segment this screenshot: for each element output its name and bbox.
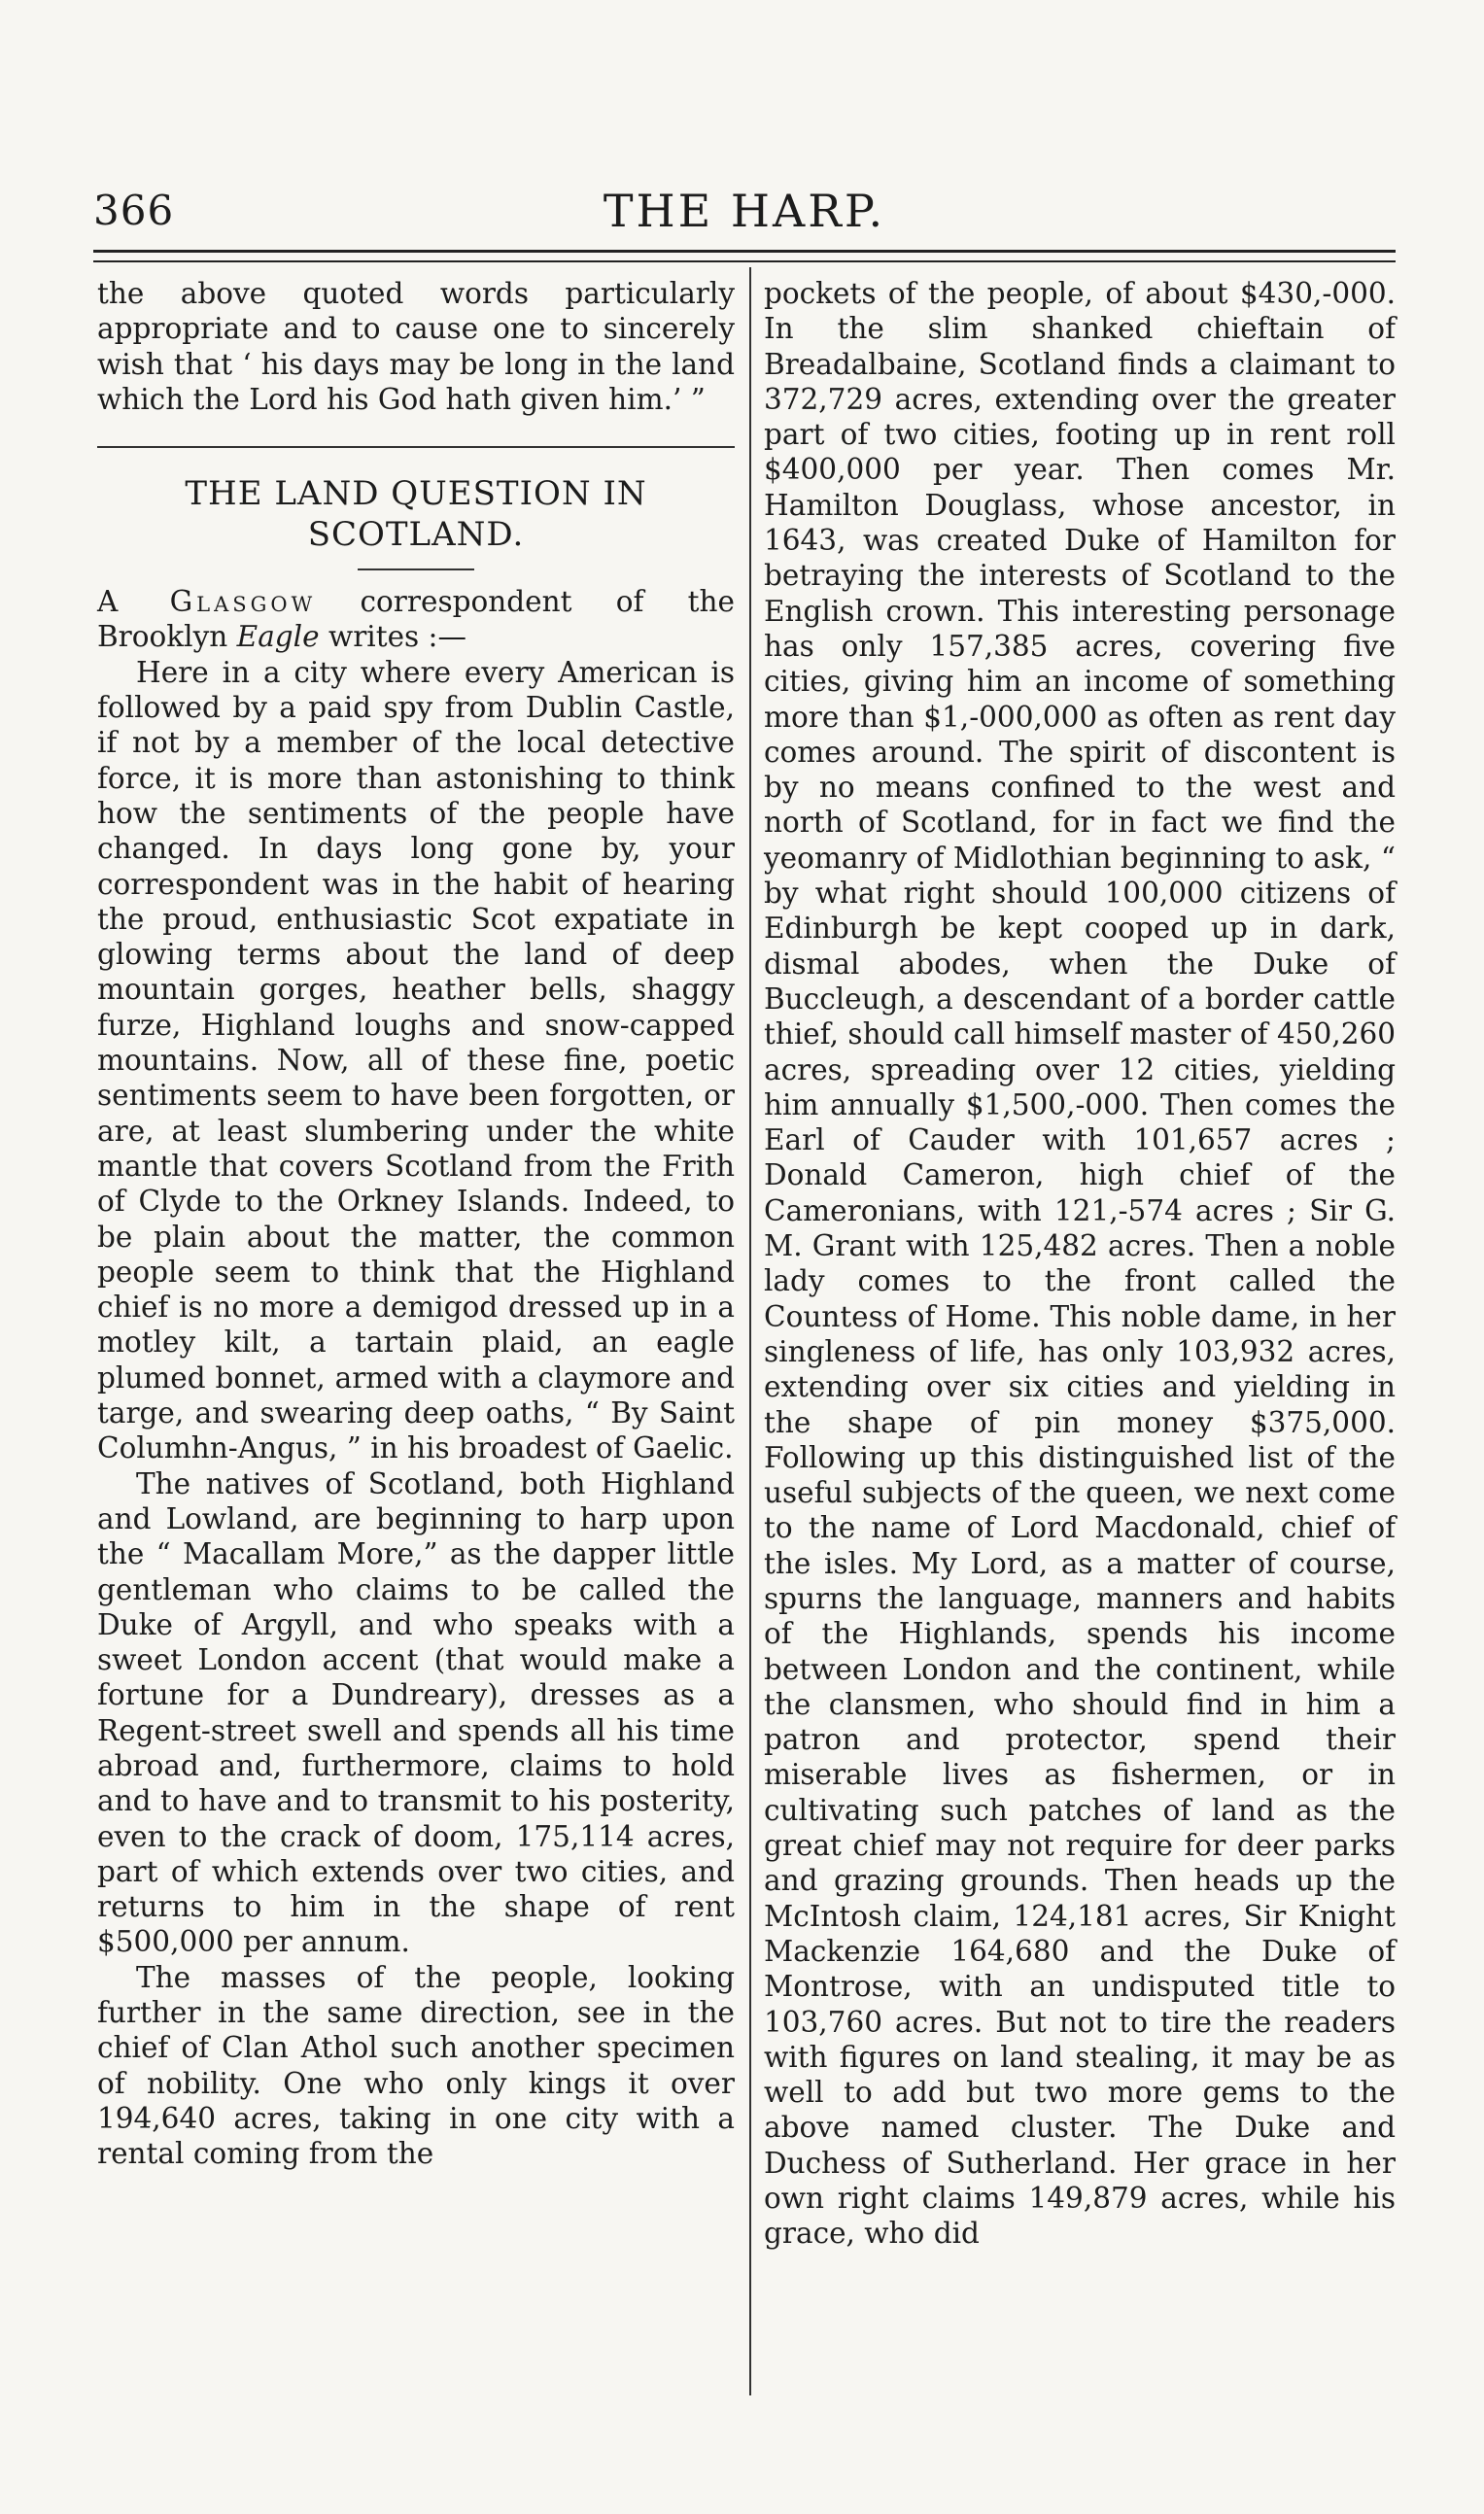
intro-text: correspondent of the Brooklyn — [97, 585, 735, 654]
paragraph-2: The natives of Scotland, both Highland and Lowland, are beginning to harp upon the “ Macallam More,” as the dapper little gentleman who claims to be called the Duke of Argyll, and who speaks with a sweet London accent (that would make a fortune for a Dundreary), dresses as a Regent-street swell and spends all his time abroad and, furthermore, claims to hold and to have and to transmit to his posterity, even to the crack of doom, 175,114 acres, part of which extends over two cities, and returns to him in the shape of rent $500,000 per annum. — [97, 1466, 735, 1959]
column-divider — [749, 267, 751, 2395]
continuation-paragraph: the above quoted words particularly appropriate and to cause one to sincerely wish that ‘ his days may be long in the land which the Lord his God hath given him.’ ” — [97, 277, 735, 416]
paragraph-1: Here in a city where every American is followed by a paid spy from Dublin Castle, if not by a member of the local detective force, it is more than astonishing to think how the sentiments of the people have changed. In days long gone by, your correspondent was in the habit of hearing the proud, enthusiastic Scot expatiate in glowing terms about the land of deep mountain gorges, heather bells, shaggy furze, Highland loughs and snow-capped mountains. Now, all of these fine, poetic sentiments seem to have been forgotten, or are, at least slumbering under the white mantle that covers Scotland from the Frith of Clyde to the Orkney Islands. Indeed, to be plain about the matter, the common people seem to think that the Highland chief is no more a demigod dressed up in a motley kilt, a tartain plaid, an eagle plumed bonnet, armed with a claymore and targe, and swearing deep oaths, “ By Saint Columhn-Angus, ” in his broadest of Gaelic. — [97, 655, 735, 1465]
intro-lead: A Glasgow — [97, 585, 317, 619]
article-title: THE LAND QUESTION IN SCOTLAND. — [185, 474, 647, 555]
newspaper-name: Eagle — [236, 620, 320, 654]
right-column-text: pockets of the people, of about $430,-000. In the slim shanked chieftain of Breadalbaine, Scotland finds a claimant to 372,729 acres, extending over the greater part of two cities, footing up in rent roll $400,000 per year. Then comes Mr. Hamilton Douglass, whose ancestor, in 1643, was created Duke of Hamilton for betraying the interests of Scotland to the English crown. This interesting personage has only 157,385 acres, covering five cities, giving him an income of something more than $1,-000,000 as often as rent day comes around. The spirit of discontent is by no means confined to the west and north of Scotland, for in fact we find the yeomanry of Midlothian beginning to ask, “ by what right should 100,000 citizens of Edinburgh be kept cooped up in dark, dismal abodes, when the Duke of Buccleugh, a descendant of a border cattle thief, should call himself master of 450,260 acres, spreading over 12 cities, yielding him annually $1,500,-000. Then comes the Earl of Cauder with 101,657 acres ; Donald Cameron, high chief of the Cameronians, with 121,-574 acres ; Sir G. M. Grant with 125,482 acres. Then a noble lady comes to the front called the Countess of Home. This noble dame, in her singleness of life, has only 103,932 acres, extending over six cities and yielding in the shape of pin money $375,000. Following up this distinguished list of the useful subjects of the queen, we next come to the name of Lord Macdonald, chief of the isles. My Lord, as a matter of course, spurns the language, manners and habits of the Highlands, spends his income between London and the continent, while the clansmen, who should find in him a patron and protector, spend their miserable lives as fishermen, or in cultivating such patches of land as the great chief may not require for deer parks and grazing grounds. Then heads up the McIntosh claim, 124,181 acres, Sir Knight Mackenzie 164,680 and the Duke of Montrose, with an undisputed title to 103,760 acres. But not to tire the readers with figures on land stealing, it may be as well to add but two more gems to the above named cluster. The Duke and Duchess of Sutherland. Her grace in her own right claims 149,879 acres, while his grace, who did — [764, 277, 1396, 2251]
right-column — [764, 276, 1396, 2252]
page-header — [93, 175, 1396, 253]
intro-text-end: writes :— — [319, 620, 466, 654]
page-number: 366 — [93, 187, 175, 234]
running-title: THE HARP. — [603, 185, 886, 237]
section-divider — [97, 446, 735, 448]
paragraph-3: The masses of the people, looking further in the same direction, see in the chief of Clan Athol such another specimen of nobility. One who only kings it over 194,640 acres, taking in one city with a rental coming from the — [97, 1960, 735, 2171]
header-rule — [93, 250, 1396, 262]
left-column — [97, 276, 735, 2172]
intro-paragraph — [97, 584, 735, 655]
title-underline — [358, 568, 474, 570]
